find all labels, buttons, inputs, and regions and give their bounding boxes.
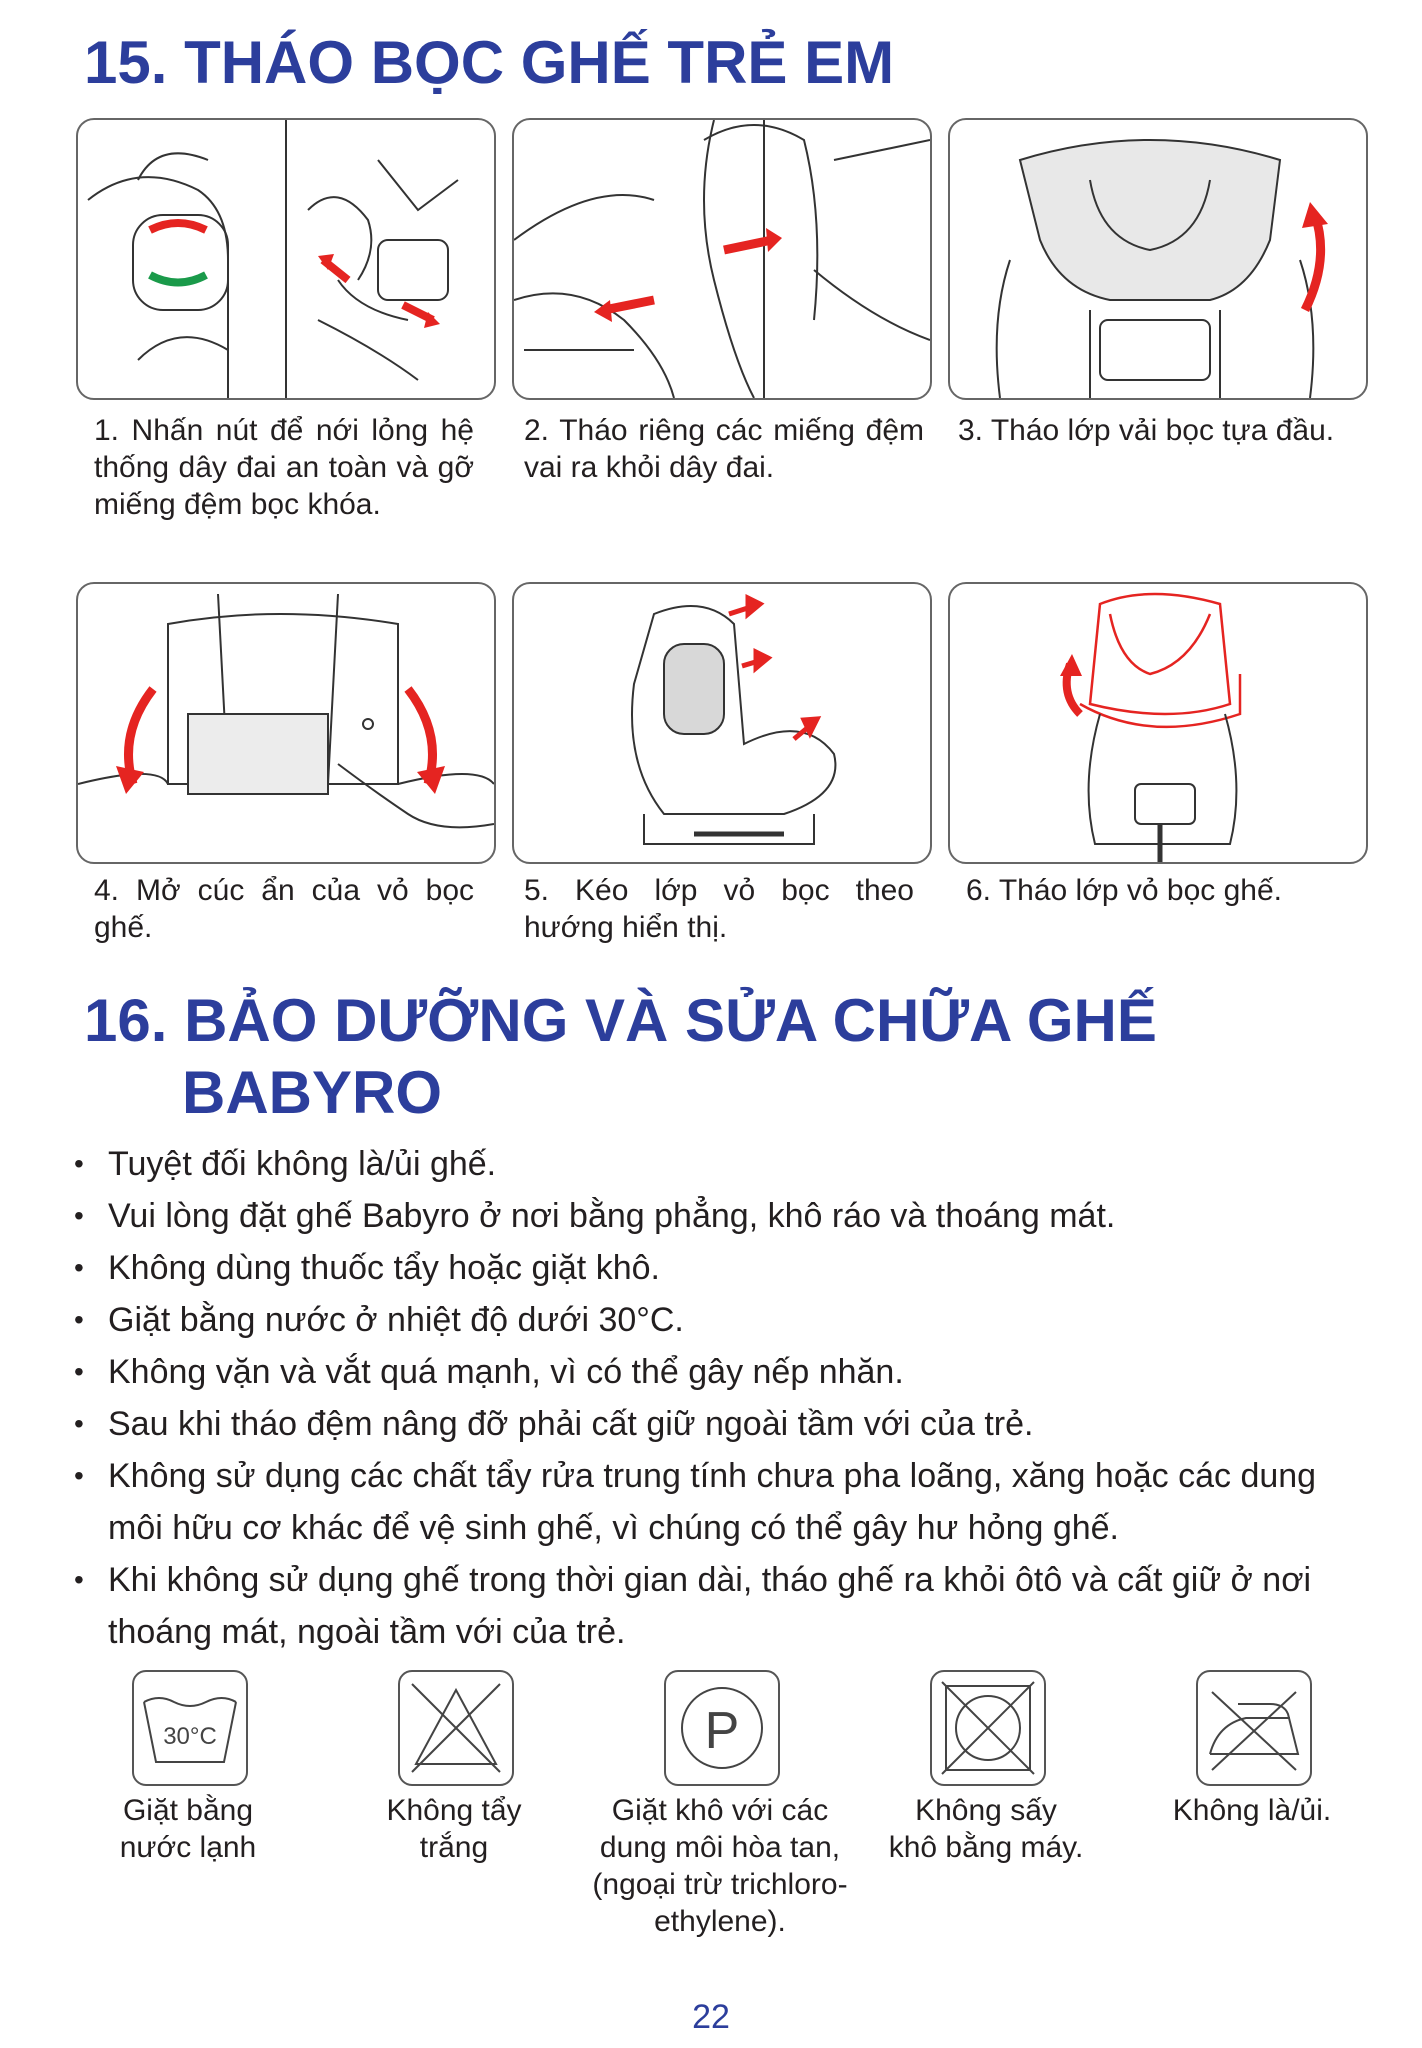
wash-30-icon	[132, 1670, 248, 1786]
list-item: • Sau khi tháo đệm nâng đỡ phải cất giữ ngoài tầm với của trẻ.	[74, 1398, 1374, 1450]
bullet-icon: •	[74, 1460, 84, 1491]
step-3-illustration	[948, 118, 1368, 400]
step-5-caption: 5. Kéo lớp vỏ bọc theo hướng hiển thị.	[524, 874, 914, 944]
step-6-illustration	[948, 582, 1368, 864]
list-item: • Không vặn và vắt quá mạnh, vì có thể gây nếp nhăn.	[74, 1346, 1374, 1398]
dry-clean-p-icon	[664, 1670, 780, 1786]
step-1-caption: 1. Nhấn nút để nới lỏng hệ thống dây đai an toàn và gỡ miếng đệm bọc khóa.	[94, 414, 474, 521]
care-caption-no-bleach: Không tẩy trắng	[386, 1794, 522, 1864]
step-4-caption: 4. Mở cúc ẩn của vỏ bọc ghế.	[94, 874, 474, 944]
list-item: • Tuyệt đối không là/ủi ghế.	[74, 1138, 1374, 1190]
step-4-illustration	[76, 582, 496, 864]
bullet-icon: •	[74, 1564, 84, 1595]
section-16-title-line2: BABYRO	[182, 1059, 443, 1126]
care-caption-no-iron: Không là/ủi.	[1172, 1794, 1332, 1827]
list-item: • Vui lòng đặt ghế Babyro ở nơi bằng phẳng, khô ráo và thoáng mát.	[74, 1190, 1374, 1242]
bullet-icon: •	[74, 1200, 84, 1231]
page-number: 22	[692, 1998, 730, 2036]
no-iron-icon	[1196, 1670, 1312, 1786]
step-5-illustration	[512, 582, 932, 864]
dry-clean-letter: P	[704, 1702, 740, 1760]
list-item: • Khi không sử dụng ghế trong thời gian dài, tháo ghế ra khỏi ôtô và cất giữ ở nơi thoáng mát, ngoài tầm với của trẻ.	[74, 1554, 1374, 1658]
list-item: • Không sử dụng các chất tẩy rửa trung tính chưa pha loãng, xăng hoặc các dung môi hữu cơ khác để vệ sinh ghế, vì chúng có thể gây hư hỏng ghế.	[74, 1450, 1374, 1554]
list-item: • Không dùng thuốc tẩy hoặc giặt khô.	[74, 1242, 1374, 1294]
care-caption-no-tumble-dry: Không sấy khô bằng máy.	[888, 1794, 1084, 1864]
step-3-caption: 3. Tháo lớp vải bọc tựa đầu.	[958, 414, 1335, 447]
list-item: • Giặt bằng nước ở nhiệt độ dưới 30°C.	[74, 1294, 1374, 1346]
bullet-icon: •	[74, 1408, 84, 1439]
wash-temperature-label: 30°C	[163, 1723, 217, 1750]
step-2-illustration	[512, 118, 932, 400]
step-6-caption: 6. Tháo lớp vỏ bọc ghế.	[966, 874, 1282, 907]
care-caption-dry-clean: Giặt khô với các dung môi hòa tan, (ngoại trừ trichloro- ethylene).	[592, 1794, 848, 1938]
bullet-icon: •	[74, 1304, 84, 1335]
section-15-title: 15. THÁO BỌC GHẾ TRẺ EM	[84, 29, 895, 96]
step-2-caption: 2. Tháo riêng các miếng đệm vai ra khỏi dây đai.	[524, 414, 924, 484]
care-caption-wash: Giặt bằng nước lạnh	[119, 1794, 257, 1864]
section-16-title: 16. BẢO DƯỠNG VÀ SỬA CHỮA GHẾ	[84, 987, 1157, 1054]
no-bleach-icon	[398, 1670, 514, 1786]
bullet-icon: •	[74, 1356, 84, 1387]
step-1-illustration	[76, 118, 496, 400]
bullet-icon: •	[74, 1252, 84, 1283]
maintenance-list	[74, 1138, 1374, 1658]
no-tumble-dry-icon	[930, 1670, 1046, 1786]
bullet-icon: •	[74, 1148, 84, 1179]
